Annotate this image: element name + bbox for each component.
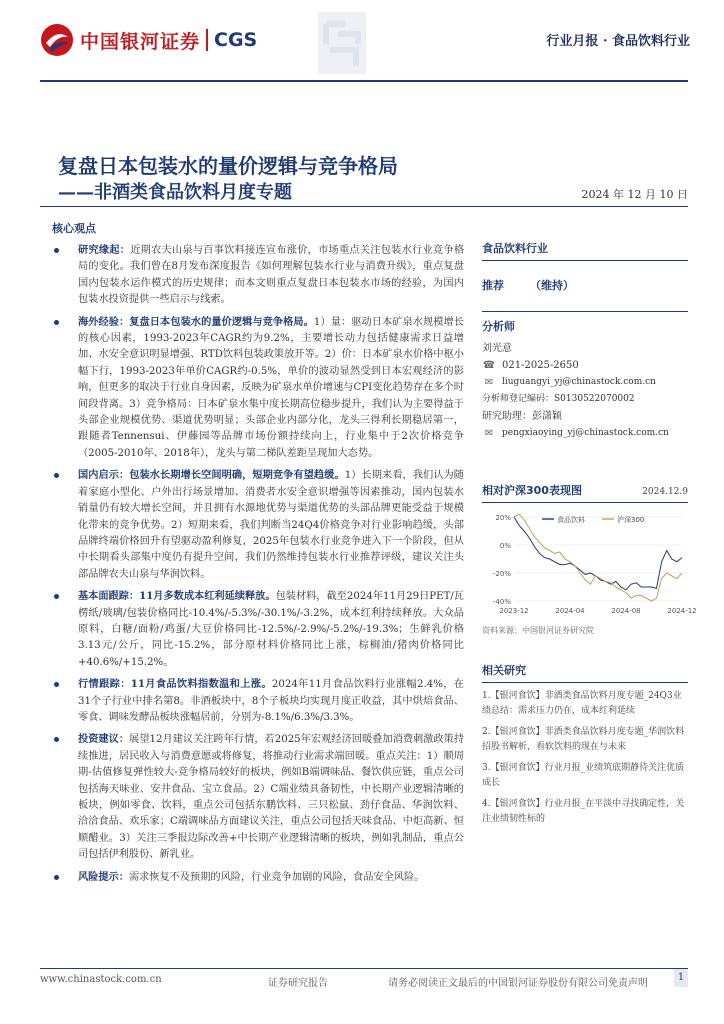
related-item[interactable]: 4.【银河食饮】行业月报_在平淡中寻找确定性，关注业绩韧性标的 <box>482 799 685 824</box>
paragraph-domestic <box>52 467 464 583</box>
series-line-0 <box>514 517 682 590</box>
x-tick-label: 2023-12 <box>499 607 529 615</box>
paragraph-text: 展望12月建议关注跨年行情，若2025年宏观经济回暖叠加消费刺激政策持续推进，居民收入与消费意愿或将修复，将推动行业需求端回暖。重点关注：1）顺周期-估值修复弹性较大-竞争格局较好的板块，例如B端调味品、餐饮供应链，重点公司包括海天味业、安井食品、宝立食品。2）C端业绩具备韧性，中长期产业逻辑清晰的板块，例如零食、饮料，重点公司包括东鹏饮料、三只松鼠、劲仔食品、华润饮料、洽洽食品、欢乐家；C端调味品方面建议关注，重点公司包括天味食品、中炬高新、恒顺醋业。3）关注三季报边际改善+中长期产业逻辑清晰的板块，例如乳制品，重点公司包括伊利股份、新乳业。 <box>78 734 465 861</box>
analyst-name <box>482 340 688 357</box>
paragraph-lead: 投资建议： <box>78 733 130 746</box>
paragraph-research-origin <box>52 242 464 309</box>
divider <box>482 682 688 683</box>
related-heading: 相关研究 <box>482 664 526 677</box>
paragraph-market <box>52 676 464 726</box>
paragraph-lead: 基本面跟踪：11月多数成本红利延续释放。 <box>78 590 276 603</box>
phone-text: 021-2025-2650 <box>502 360 579 371</box>
logo-divider <box>206 29 208 51</box>
assistant-line <box>482 408 688 425</box>
chart-header <box>482 482 688 498</box>
rating <box>482 277 688 293</box>
paragraph-lead: 行情跟踪：11月食品饮料指数温和上涨。 <box>78 678 272 691</box>
email-line <box>482 374 688 391</box>
bullet-icon <box>54 248 59 253</box>
report-title: 复盘日本包装水的量价逻辑与竞争格局 <box>58 154 398 178</box>
related-item[interactable]: 2.【银河食饮】非酒类食品饮料月度专题_华润饮料招股书解析，看软饮料的现在与未来 <box>482 727 685 752</box>
sidebar <box>482 240 697 833</box>
chart-svg <box>482 509 697 619</box>
page-header <box>0 0 724 82</box>
related-item[interactable]: 1.【银河食饮】非酒类食品饮料月度专题_24Q3业绩总结：需求压力仍在，成本红利延续 <box>482 691 682 716</box>
paragraph-text: 2024年11月食品饮料行业涨幅2.4%，在31个子行业中排名第8。非酒板块中，8个子板块均实现月度正收益，其中烘焙食品、零食、调味发酵品板块涨幅居前，分别为-8.1%/6.3%/3.3%。 <box>78 679 464 723</box>
assistant-text: 研究助理：彭潇颖 <box>482 411 562 422</box>
paragraph-text: 1）长期来看，我们认为随着家庭小型化、户外出行场景增加、消费者水安全意识增强等因素推动，国内包装水销量仍有较大增长空间，并且拥有水源地优势与渠道优势的头部品牌更能受益于规模化带来的竞争优势。2）短期来看，我们判断当24Q4价格竞争对行业影响趋缓，头部品牌终端价格回升有望驱动盈利修复，2025年包装水行业竞争进入下一个阶段，但从中长期看头部集中度仍有提升空间，我们仍然维持包装水行业推荐评级，建议关注头部品牌农夫山泉与华润饮料。 <box>78 470 464 580</box>
y-tick-label: -40% <box>492 598 511 606</box>
report-date: 2024 年 12 月 10 日 <box>581 188 688 201</box>
industry-label: 食品饮料行业 <box>482 242 548 255</box>
cert-line <box>482 391 688 408</box>
legend-label: 沪深300 <box>617 516 645 524</box>
report-type: 行业月报 · 食品饮料行业 <box>546 34 690 49</box>
footer-disclaimer: 请务必阅读正文最后的中国银河证券股份有限公司免责声明 <box>388 978 648 989</box>
related-list <box>482 689 688 827</box>
assistant-email-link[interactable]: pengxiaoying_yj@chinastock.com.cn <box>502 428 669 438</box>
footer-center: 证券研究报告 <box>268 978 328 989</box>
paragraph-lead: 国内启示：包装水长期增长空间明确，短期竞争有望趋缓。 <box>78 469 345 482</box>
phone-line <box>482 357 688 374</box>
title-divider <box>40 206 688 207</box>
email-link[interactable]: liuguangyi_yj@chinastock.com.cn <box>502 377 656 387</box>
company-logo <box>40 22 257 58</box>
footer-url[interactable]: www.chinastock.com.cn <box>40 974 162 985</box>
paragraph-overseas <box>52 314 464 463</box>
y-tick-label: 0% <box>499 542 511 550</box>
core-points-label: 核心观点 <box>52 222 96 235</box>
report-subtitle: ——非酒类食品饮料月度专题 <box>58 182 292 203</box>
paragraph-investment <box>52 731 464 863</box>
bullet-icon <box>54 320 59 325</box>
analyst-heading: 分析师 <box>482 320 515 333</box>
chart-source: 资料来源：中国银河证券研究院 <box>482 626 594 635</box>
y-tick-label: -20% <box>492 570 511 578</box>
legend-label: 食品饮料 <box>557 516 585 524</box>
watermark-icon <box>316 10 368 76</box>
phone-icon: ☎ <box>482 360 496 371</box>
assistant-email-line <box>482 425 688 442</box>
rating-value: （维持） <box>530 279 574 292</box>
x-tick-label: 2024-12 <box>667 607 697 615</box>
analyst-name-text: 刘光意 <box>482 343 512 354</box>
footer-divider <box>40 968 688 969</box>
email-icon: ✉ <box>484 428 494 439</box>
bullet-icon <box>54 594 59 599</box>
divider <box>482 260 688 261</box>
main-column <box>52 242 464 891</box>
divider <box>482 502 688 503</box>
logo-en: CGS <box>214 29 258 51</box>
divider <box>482 311 688 312</box>
header-divider <box>40 80 688 82</box>
bullet-icon <box>54 737 59 742</box>
x-tick-label: 2024-04 <box>555 607 585 615</box>
paragraph-lead: 研究缘起： <box>78 244 131 256</box>
email-icon: ✉ <box>484 377 494 388</box>
paragraph-fundamentals <box>52 588 464 671</box>
paragraph-text: 包装材料，截至2024年11月29日PET/瓦楞纸/玻璃/包装价格同比-10.4%/-5.3%/-30.1%/-3.2%，成本红利持续释放。大众品原料，白糖/面粉/鸡蛋/大豆价格同比-12.5%/-2.9%/-5.2%/-19.3%；生鲜乳价格3.13元/公斤，同比-15.2%，部分原材料价格同比上涨，棕榈油/猪肉价格同比+40.6%/+15.2%。 <box>78 591 464 668</box>
chart-date: 2024.12.9 <box>642 487 688 497</box>
bullet-icon <box>54 875 59 880</box>
paragraph-text: 近期农夫山泉与百事饮料接连宣布涨价，市场重点关注包装水行业竞争格局的变化。我们曾在8月发布深度报告《如何理解包装水行业与消费升级》，重点复盘国内包装水运作模式的历史规律；而本文则重点复盘日本包装水市场的经验，为国内包装水投资提供一些启示与线索。 <box>78 245 465 306</box>
cgs-logo-icon <box>40 23 74 57</box>
rating-label: 推荐 <box>482 279 504 292</box>
logo-cn: 中国银河证券 <box>80 30 201 53</box>
performance-chart <box>482 509 697 619</box>
bullet-icon <box>54 682 59 687</box>
paragraph-text: 1）量：驱动日本矿泉水规模增长的核心因素，1993-2023年CAGR约为9.2%，主要增长动力包括健康需求日益增加、水安全意识明显增强、RTD饮料包装政策放开等。2）价：日本矿泉水价格中枢小幅下行，1993-2023年单价CAGR约-0.5%，单价的波动显然受到日本宏观经济的影响，但更多的取决于行业自身因素，反映为矿泉水单价增速与CPI变化趋势存在多个时间段背离。3）竞争格局：日本矿泉水集中度长期高位稳步提升，我们认为主要得益于头部企业规模优势、渠道优势明显；头部企业内部分化，龙头三得利长期稳居第一，跟随者Tennensui、伊藤园等品牌市场份额持续向上，行业集中于2次价格竞争（2005-2010年、2018年），龙头与第二梯队差距呈现加大态势。 <box>78 316 465 459</box>
paragraph-lead: 风险提示： <box>78 870 129 883</box>
page-number: 1 <box>674 969 688 987</box>
bullet-icon <box>54 473 59 478</box>
paragraph-lead: 海外经验：复盘日本包装水的量价逻辑与竞争格局。 <box>78 315 314 328</box>
x-tick-label: 2024-08 <box>611 607 641 615</box>
cert-text: 分析师登记编码：S0130522070002 <box>482 394 635 404</box>
paragraph-text: 需求恢复不及预期的风险，行业竞争加剧的风险，食品安全风险。 <box>128 871 425 883</box>
related-item[interactable]: 3.【银河食饮】行业月报_业绩筑底期静待关注优质成长 <box>482 763 685 788</box>
chart-title: 相对沪深300表现图 <box>482 484 582 497</box>
y-tick-label: 20% <box>495 514 511 522</box>
paragraph-risk <box>52 869 464 886</box>
